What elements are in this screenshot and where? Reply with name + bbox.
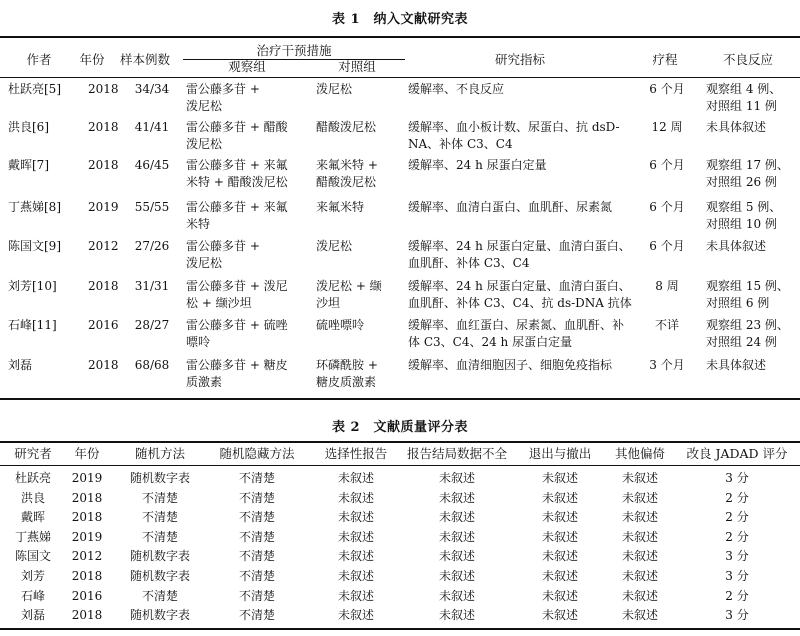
t2-cell: 未叙述 [337,529,374,544]
t1-cell-author: 洪良[6] [8,120,49,134]
t2-cell: 未叙述 [438,569,475,583]
t1-cell-obs: 米特 + 醋酸泼尼松 [186,175,288,189]
t1-cell-adverse: 未具体叙述 [706,239,767,253]
t2-header-cell: 研究者 [14,446,52,461]
t1-cell-index: 血肌酐、补体 C3、C4、抗 ds-DNA 抗体 [408,296,632,310]
t2-cell: 随机数字表 [129,471,190,485]
t2-header-cell: 其他偏倚 [614,446,665,461]
t1-cell-index: 缓解率、血清白蛋白、血肌酐、尿素氮 [408,200,613,214]
t1-cell-sample: 34/34 [134,82,170,96]
t2-cell: 不清楚 [238,529,275,544]
t1-cell-ctrl: 来氟米特 [316,200,365,214]
t2-cell: 未叙述 [621,588,658,603]
t1-cell-sample: 28/27 [134,318,170,332]
t2-cell: 未叙述 [438,588,475,603]
table1-caption: 表 1 纳入文献研究表 [331,12,469,27]
t2-cell: 未叙述 [438,529,475,544]
t2-cell: 2019 [71,471,103,485]
t1-cell-author: 杜跃亮[5] [8,82,61,96]
t2-cell: 随机数字表 [129,569,190,583]
t1-cell-adverse: 观察组 5 例、 [706,200,782,214]
t2-cell: 2 分 [725,529,749,544]
t1-cell-course: 12 周 [651,120,683,134]
t1-cell-year: 2016 [88,318,119,332]
t2-cell: 未叙述 [438,510,475,525]
t1-header-ctrl: 对照组 [338,59,376,74]
t1-cell-ctrl: 环磷酰胺 + [316,358,378,372]
t1-cell-index: 缓解率、24 h 尿蛋白定量、血清白蛋白、 [408,239,631,253]
t2-cell: 未叙述 [541,608,578,623]
t2-cell: 未叙述 [337,549,374,564]
t1-cell-adverse: 对照组 10 例 [706,217,777,231]
t2-cell: 洪良 [20,490,45,505]
t1-cell-obs: 雷公藤多苷 + 来氟 [186,158,288,172]
t1-cell-obs: 雷公藤多苷 + 泼尼 [186,279,288,293]
t2-cell: 未叙述 [621,529,658,544]
t2-cell: 2 分 [725,588,749,603]
t2-cell: 不清楚 [238,471,275,485]
t2-cell: 未叙述 [621,608,658,623]
t1-cell-ctrl: 泼尼松 + 缬 [316,279,382,293]
t1-cell-year: 2012 [88,239,119,253]
t2-cell: 不清楚 [238,569,275,583]
t1-cell-index: 缓解率、血清细胞因子、细胞免疫指标 [408,358,613,372]
t1-cell-course: 6 个月 [649,239,685,253]
t1-cell-adverse: 未具体叙述 [706,358,767,372]
t1-cell-obs: 米特 [186,217,211,231]
t1-cell-author: 刘磊 [8,358,33,372]
t1-cell-obs: 嘌呤 [186,335,211,349]
t2-cell: 未叙述 [337,471,374,485]
t1-cell-adverse: 对照组 11 例 [706,99,777,113]
t1-cell-year: 2018 [88,279,119,293]
t1-cell-course: 6 个月 [649,158,685,172]
table1-bottom-rule [0,398,800,400]
t1-cell-obs: 泼尼松 [186,99,223,113]
table2-bottom-rule [0,628,800,630]
t2-cell: 杜跃亮 [14,471,51,485]
t1-cell-year: 2018 [88,82,119,96]
t1-cell-index: 缓解率、24 h 尿蛋白定量、血清白蛋白、 [408,279,631,293]
t2-cell: 3 分 [725,569,749,583]
t2-cell: 不清楚 [141,510,178,525]
t1-cell-index: 缓解率、血小板计数、尿蛋白、抗 dsD- [408,120,620,134]
t1-header-course: 疗程 [652,52,678,67]
t2-cell: 丁燕娣 [14,529,51,544]
table1-top-rule [0,36,800,38]
t1-cell-obs: 雷公藤多苷 + 醋酸 [186,120,288,134]
t1-cell-sample: 55/55 [134,200,170,214]
table1-header-rule [0,77,800,78]
t1-cell-obs: 雷公藤多苷 + [186,82,260,96]
t2-cell: 未叙述 [541,549,578,564]
t2-cell: 未叙述 [541,569,578,583]
t2-header-cell: 年份 [74,446,100,461]
t1-cell-index: 体 C3、C4、24 h 尿蛋白定量 [408,335,573,349]
t2-cell: 未叙述 [438,490,475,505]
t2-cell: 陈国文 [14,549,51,564]
t1-cell-adverse: 未具体叙述 [706,120,767,134]
t2-header-cell: 退出与撤出 [528,446,592,461]
t2-cell: 2018 [71,569,103,583]
t1-cell-ctrl: 硫唑嘌呤 [316,318,365,332]
t2-cell: 2 分 [725,490,749,505]
t1-cell-sample: 68/68 [134,358,170,372]
t1-cell-ctrl: 泼尼松 [316,239,353,253]
t2-cell: 3 分 [725,471,749,485]
t2-cell: 不清楚 [238,490,275,505]
t2-cell: 不清楚 [141,490,178,505]
t1-cell-ctrl: 醋酸泼尼松 [316,175,377,189]
t2-cell: 刘磊 [20,608,45,623]
t1-header-adverse: 不良反应 [722,52,773,67]
t1-cell-sample: 41/41 [134,120,170,134]
t2-cell: 2019 [71,529,103,544]
t1-header-author: 作者 [26,52,52,67]
t1-cell-course: 3 个月 [649,358,685,372]
t1-cell-adverse: 对照组 26 例 [706,175,777,189]
t2-cell: 不清楚 [141,529,178,544]
t2-cell: 随机数字表 [129,549,190,564]
t2-cell: 2 分 [725,510,749,525]
t1-cell-index: NA、补体 C3、C4 [408,137,513,151]
t1-cell-author: 刘芳[10] [8,279,57,293]
t2-cell: 不清楚 [238,608,275,623]
t1-cell-ctrl: 来氟米特 + [316,158,378,172]
t1-cell-adverse: 观察组 4 例、 [706,82,782,96]
t1-header-year: 年份 [79,52,105,67]
t1-cell-ctrl: 沙坦 [316,296,341,310]
t1-cell-year: 2018 [88,158,119,172]
t1-cell-author: 石峰[11] [8,318,57,332]
t1-cell-obs: 泼尼松 [186,256,223,270]
t2-cell: 2012 [71,549,103,564]
table2-header-rule [0,465,800,466]
t1-cell-index: 血肌酐、补体 C3、C4 [408,256,530,270]
t2-cell: 不清楚 [238,510,275,525]
t2-cell: 未叙述 [541,510,578,525]
t1-cell-author: 戴晖[7] [8,158,49,172]
t2-cell: 未叙述 [438,608,475,623]
t1-cell-obs: 雷公藤多苷 + 硫唑 [186,318,288,332]
t1-cell-adverse: 对照组 6 例 [706,296,770,310]
t2-cell: 未叙述 [621,510,658,525]
t1-cell-sample: 27/26 [134,239,170,253]
t2-cell: 未叙述 [621,549,658,564]
t2-cell: 未叙述 [337,490,374,505]
t2-header-cell: 改良 JADAD 评分 [686,446,788,461]
t1-cell-ctrl: 糖皮质激素 [316,375,377,389]
t1-cell-ctrl: 泼尼松 [316,82,353,96]
t1-cell-index: 缓解率、不良反应 [408,82,505,96]
t1-header-treatment: 治疗干预措施 [256,43,332,58]
t1-cell-obs: 雷公藤多苷 + 来氟 [186,200,288,214]
t1-cell-obs: 雷公藤多苷 + 糖皮 [186,358,288,372]
t2-header-cell: 报告结局数据不全 [406,446,507,461]
t1-cell-adverse: 对照组 24 例 [706,335,777,349]
t1-cell-author: 陈国文[9] [8,239,61,253]
t1-cell-sample: 46/45 [134,158,170,172]
t1-cell-index: 缓解率、血红蛋白、尿素氮、血肌酐、补 [408,318,625,332]
t2-header-cell: 选择性报告 [324,446,388,461]
t1-cell-course: 不详 [654,318,679,332]
t2-cell: 2018 [71,608,103,623]
t2-cell: 未叙述 [621,471,658,485]
table2-caption: 表 2 文献质量评分表 [331,420,469,435]
t2-cell: 刘芳 [20,569,45,583]
t2-cell: 2018 [71,510,103,525]
t2-cell: 未叙述 [621,569,658,583]
t1-cell-year: 2019 [88,200,119,214]
t1-header-index: 研究指标 [494,52,545,67]
t2-header-cell: 随机隐藏方法 [219,446,295,461]
t2-cell: 戴晖 [20,510,45,525]
t2-cell: 未叙述 [621,490,658,505]
t2-cell: 未叙述 [337,608,374,623]
t1-cell-obs: 泼尼松 [186,137,223,151]
t1-cell-adverse: 观察组 15 例、 [706,279,789,293]
t2-cell: 未叙述 [438,471,475,485]
t1-cell-obs: 雷公藤多苷 + [186,239,260,253]
t1-cell-adverse: 观察组 17 例、 [706,158,789,172]
t2-cell: 不清楚 [141,588,178,603]
t2-header-cell: 随机方法 [134,446,185,461]
t1-cell-adverse: 观察组 23 例、 [706,318,789,332]
t2-cell: 未叙述 [541,471,578,485]
t2-cell: 不清楚 [238,549,275,564]
t2-cell: 未叙述 [438,549,475,564]
t1-cell-ctrl: 醋酸泼尼松 [316,120,377,134]
t1-cell-author: 丁燕娣[8] [8,200,61,214]
table2-top-rule [0,441,800,443]
t2-cell: 2018 [71,490,103,505]
t1-cell-course: 6 个月 [649,200,685,214]
t1-header-sample: 样本例数 [119,52,170,67]
t2-cell: 不清楚 [238,588,275,603]
t2-cell: 石峰 [20,588,45,603]
t2-cell: 未叙述 [337,569,374,583]
t2-cell: 未叙述 [541,490,578,505]
t1-cell-course: 6 个月 [649,82,685,96]
t2-cell: 未叙述 [337,510,374,525]
t2-cell: 随机数字表 [129,608,190,623]
t1-cell-obs: 松 + 缬沙坦 [186,296,252,310]
t2-cell: 3 分 [725,549,749,564]
t1-cell-index: 缓解率、24 h 尿蛋白定量 [408,158,547,172]
t1-cell-year: 2018 [88,358,119,372]
t2-cell: 2016 [71,588,103,603]
t1-cell-course: 8 周 [655,279,679,293]
t2-cell: 未叙述 [541,588,578,603]
t2-cell: 3 分 [725,608,749,623]
t1-header-obs: 观察组 [228,59,266,74]
t2-cell: 未叙述 [541,529,578,544]
t1-cell-obs: 质激素 [186,375,223,389]
t1-cell-year: 2018 [88,120,119,134]
t1-cell-sample: 31/31 [134,279,170,293]
t2-cell: 未叙述 [337,588,374,603]
